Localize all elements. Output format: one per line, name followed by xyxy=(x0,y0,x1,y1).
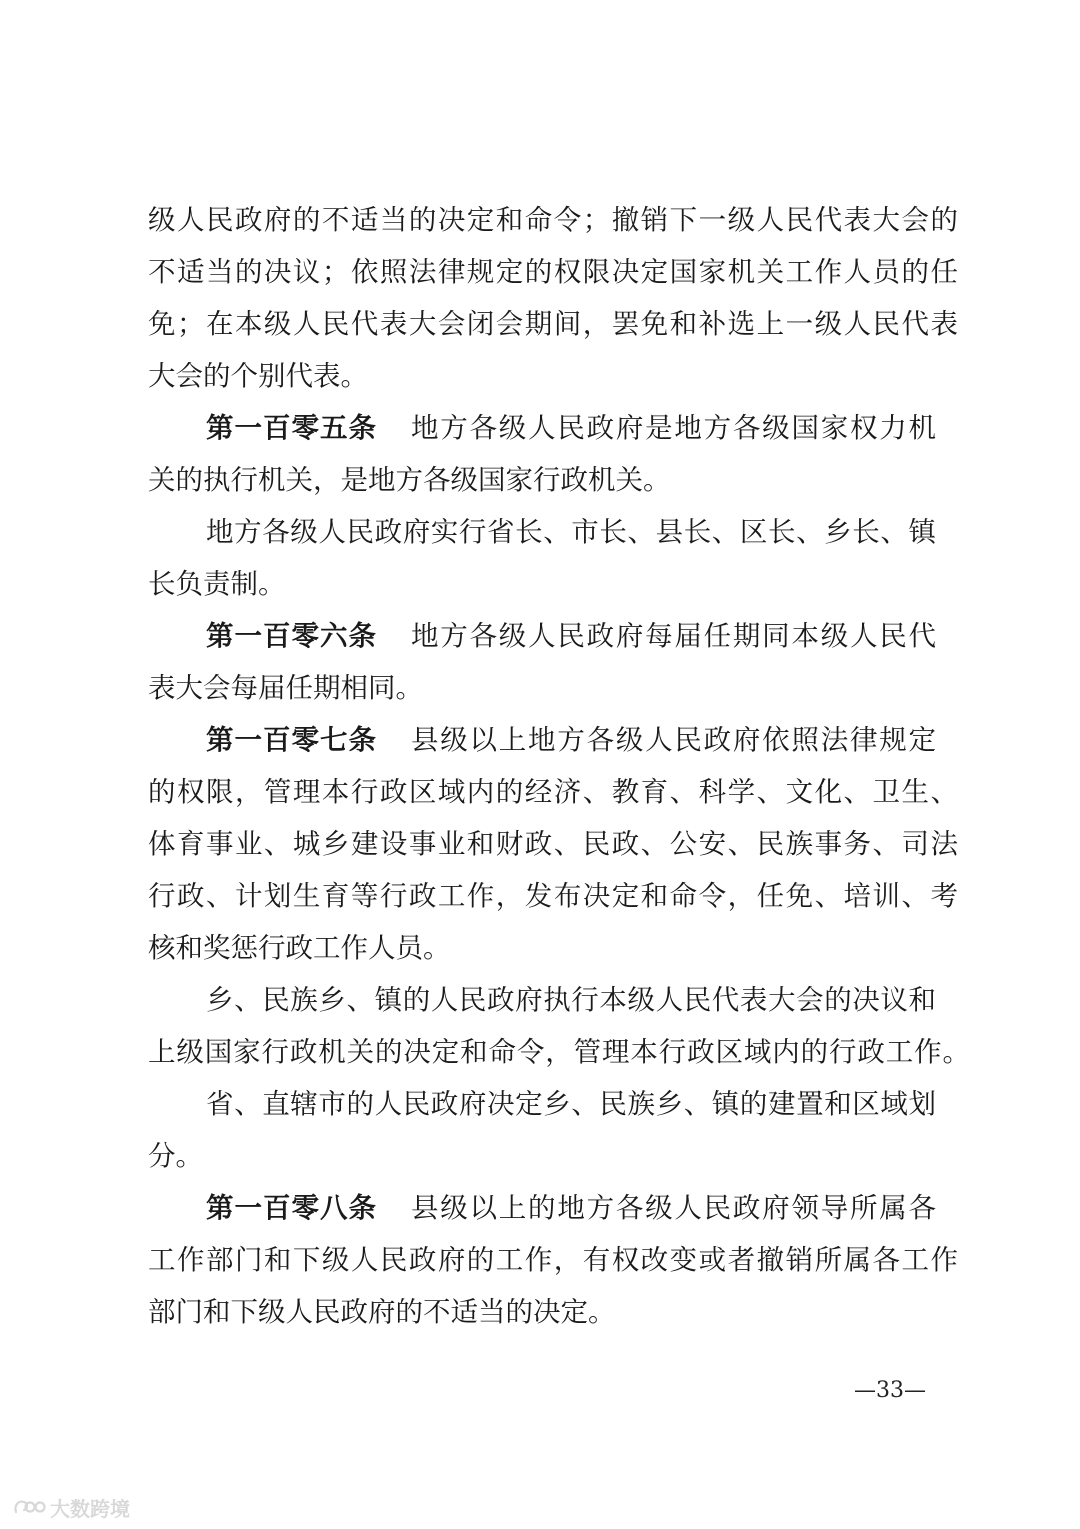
article-line: 表大会每届任期相同。 xyxy=(148,672,423,704)
watermark-text: 大数跨境 xyxy=(50,1496,130,1521)
article-text: 地方各级人民政府每届任期同本级人民代 xyxy=(411,620,936,652)
paragraph-line: 分。 xyxy=(148,1140,203,1172)
body-line: 级人民政府的不适当的决定和命令；撤销下一级人民代表大会的 xyxy=(148,204,958,236)
paragraph-line: 上级国家行政机关的决定和命令，管理本行政区域内的行政工作。 xyxy=(148,1036,970,1068)
article-title: 第一百零八条 xyxy=(206,1192,377,1224)
article-line: 核和奖惩行政工作人员。 xyxy=(148,932,451,964)
article-108-first-line xyxy=(206,1188,936,1228)
article-line: 的权限，管理本行政区域内的经济、教育、科学、文化、卫生、 xyxy=(148,776,958,808)
article-text: 县级以上的地方各级人民政府领导所属各 xyxy=(411,1192,936,1224)
article-105-first-line xyxy=(206,408,936,448)
article-line: 关的执行机关，是地方各级国家行政机关。 xyxy=(148,464,671,496)
article-line: 工作部门和下级人民政府的工作，有权改变或者撤销所属各工作 xyxy=(148,1244,958,1276)
article-107-first-line xyxy=(206,720,936,760)
article-title: 第一百零七条 xyxy=(206,724,377,756)
paragraph-line: 地方各级人民政府实行省长、市长、县长、区长、乡长、镇 xyxy=(206,516,936,548)
body-line: 免；在本级人民代表大会闭会期间，罢免和补选上一级人民代表 xyxy=(148,308,958,340)
article-text: 县级以上地方各级人民政府依照法律规定 xyxy=(411,724,936,756)
page-number: —33— xyxy=(854,1378,926,1403)
paragraph-line: 省、直辖市的人民政府决定乡、民族乡、镇的建置和区域划 xyxy=(206,1088,936,1120)
brand-logo-icon xyxy=(12,1496,46,1518)
article-title: 第一百零六条 xyxy=(206,620,377,652)
paragraph-line: 长负责制。 xyxy=(148,568,286,600)
article-line: 部门和下级人民政府的不适当的决定。 xyxy=(148,1296,616,1328)
article-106-first-line xyxy=(206,616,936,656)
body-line: 不适当的决议；依照法律规定的权限决定国家机关工作人员的任 xyxy=(148,256,958,288)
body-line: 大会的个别代表。 xyxy=(148,360,368,392)
article-line: 行政、计划生育等行政工作，发布决定和命令，任免、培训、考 xyxy=(148,880,958,912)
article-title: 第一百零五条 xyxy=(206,412,377,444)
article-text: 地方各级人民政府是地方各级国家权力机 xyxy=(411,412,936,444)
paragraph-line: 乡、民族乡、镇的人民政府执行本级人民代表大会的决议和 xyxy=(206,984,936,1016)
article-line: 体育事业、城乡建设事业和财政、民政、公安、民族事务、司法 xyxy=(148,828,958,860)
watermark xyxy=(12,1492,130,1522)
